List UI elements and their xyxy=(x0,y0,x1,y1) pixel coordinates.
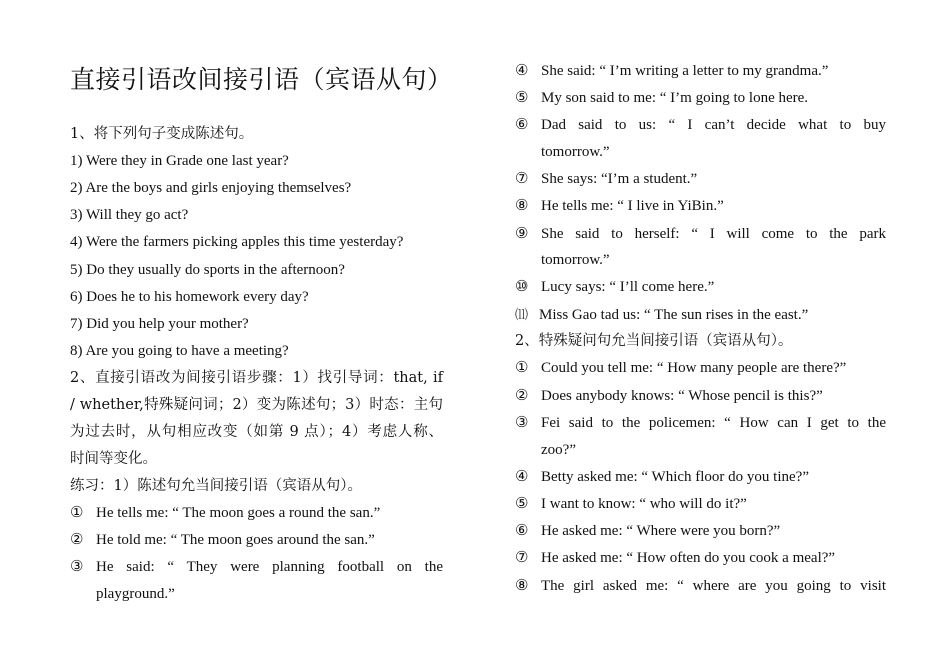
item-number: ③ xyxy=(70,559,84,575)
list-item xyxy=(70,284,309,311)
item-text: Were the farmers picking apples this time yesterday? xyxy=(85,234,404,250)
item-text: Will they go act? xyxy=(85,207,189,223)
item-number: ⑧ xyxy=(515,198,529,214)
item-text: Are the boys and girls enjoying themselves? xyxy=(85,180,352,196)
list-item xyxy=(515,193,724,220)
list-item xyxy=(515,85,808,112)
list-item xyxy=(515,518,780,545)
item-text: She said to herself: “ I will come to the park xyxy=(541,226,886,242)
list-item xyxy=(515,221,886,248)
item-text: I want to know: “ who will do it?” xyxy=(541,496,747,512)
item-text: Miss Gao tad us: “ The sun rises in the east.” xyxy=(539,307,809,323)
item-number: ⑤ xyxy=(515,90,529,106)
list-item xyxy=(70,527,375,554)
item-text: She says: “I’m a student.” xyxy=(541,171,698,187)
section2-line: 2、直接引语改为间接引语步骤：1）找引导词：that, if xyxy=(70,370,443,386)
item-number: 8) xyxy=(70,343,83,359)
item-text: Are you going to have a meeting? xyxy=(85,343,289,359)
item-text: He asked me: “ Where were you born?” xyxy=(541,523,781,539)
list-item xyxy=(70,311,249,338)
section2-line: 为过去时，从句相应改变（如第 9 点）；4）考虑人称、 xyxy=(70,424,443,440)
list-item xyxy=(515,301,808,329)
item-number: 7) xyxy=(70,316,83,332)
item-number: 4) xyxy=(70,234,83,250)
item-text: He said: “ They were planning football on the xyxy=(96,559,443,575)
item-text: He told me: “ The moon goes around the san.” xyxy=(96,532,375,548)
list-item xyxy=(70,175,351,202)
item-number: ⑾ xyxy=(515,307,529,322)
item-number: ① xyxy=(70,505,84,521)
page-title: 直接引语改间接引语（宾语从句） xyxy=(70,65,453,94)
item-text: Could you tell me: “ How many people are there?” xyxy=(541,360,847,376)
item-text: He asked me: “ How often do you cook a meal?” xyxy=(541,550,836,566)
item-number: ④ xyxy=(515,469,529,485)
list-item xyxy=(70,148,289,175)
list-item xyxy=(515,274,714,301)
item-text: He tells me: “ I live in YiBin.” xyxy=(541,198,724,214)
item-number: ① xyxy=(515,360,529,376)
list-item xyxy=(515,166,697,193)
list-item xyxy=(515,58,828,85)
item-number: ③ xyxy=(515,415,529,431)
list-item xyxy=(515,410,886,437)
practice2-heading: 2、特殊疑问句允当间接引语（宾语从句）。 xyxy=(515,333,793,349)
list-item xyxy=(515,491,747,518)
item-number: ② xyxy=(70,532,84,548)
item-text: Do they usually do sports in the afternoon? xyxy=(86,262,345,278)
practice1-heading: 练习：1）陈述句允当间接引语（宾语从句）。 xyxy=(70,478,362,494)
section2-line: / whether,特殊疑问词；2）变为陈述句；3）时态：主句 xyxy=(70,397,443,413)
item-number: ⑧ xyxy=(515,578,529,594)
section1-heading: 1、将下列句子变成陈述句。 xyxy=(70,126,254,142)
list-item xyxy=(70,202,188,229)
list-item xyxy=(70,554,443,581)
section2-line: 时间等变化。 xyxy=(70,451,157,467)
item-continuation: zoo?” xyxy=(541,442,576,458)
list-item xyxy=(515,355,846,382)
item-number: ⑥ xyxy=(515,117,529,133)
item-text: Does anybody knows: “ Whose pencil is this?” xyxy=(541,388,823,404)
item-number: ④ xyxy=(515,63,529,79)
item-continuation: tomorrow.” xyxy=(541,252,610,268)
item-number: 6) xyxy=(70,289,83,305)
item-text: Betty asked me: “ Which floor do you tine?” xyxy=(541,469,809,485)
item-number: 1) xyxy=(70,153,83,169)
item-text: Lucy says: “ I’ll come here.” xyxy=(541,279,715,295)
list-item xyxy=(70,338,289,365)
item-text: My son said to me: “ I’m going to lone here. xyxy=(541,90,809,106)
item-text: Fei said to the policemen: “ How can I get to the xyxy=(541,415,886,431)
item-number: ⑤ xyxy=(515,496,529,512)
item-number: ⑩ xyxy=(515,279,529,295)
item-number: 2) xyxy=(70,180,83,196)
list-item xyxy=(70,500,380,527)
item-number: ② xyxy=(515,388,529,404)
item-number: ⑦ xyxy=(515,171,529,187)
list-item xyxy=(515,573,886,600)
item-text: The girl asked me: “ where are you going to visit xyxy=(541,578,886,594)
item-number: 5) xyxy=(70,262,83,278)
item-text: Does he to his homework every day? xyxy=(86,289,309,305)
item-continuation: playground.” xyxy=(96,586,175,602)
item-number: ⑨ xyxy=(515,226,529,242)
list-item xyxy=(515,383,823,410)
list-item xyxy=(70,229,403,256)
list-item xyxy=(70,257,345,284)
list-item xyxy=(515,464,809,491)
list-item xyxy=(515,112,886,139)
item-text: She said: “ I’m writing a letter to my grandma.” xyxy=(541,63,829,79)
item-number: ⑦ xyxy=(515,550,529,566)
item-number: ⑥ xyxy=(515,523,529,539)
item-text: Did you help your mother? xyxy=(86,316,249,332)
item-text: Dad said to us: “ I can’t decide what to buy xyxy=(541,117,886,133)
item-text: Were they in Grade one last year? xyxy=(85,153,289,169)
item-text: He tells me: “ The moon goes a round the san.” xyxy=(96,505,381,521)
list-item xyxy=(515,545,835,572)
item-continuation: tomorrow.” xyxy=(541,144,610,160)
item-number: 3) xyxy=(70,207,83,223)
